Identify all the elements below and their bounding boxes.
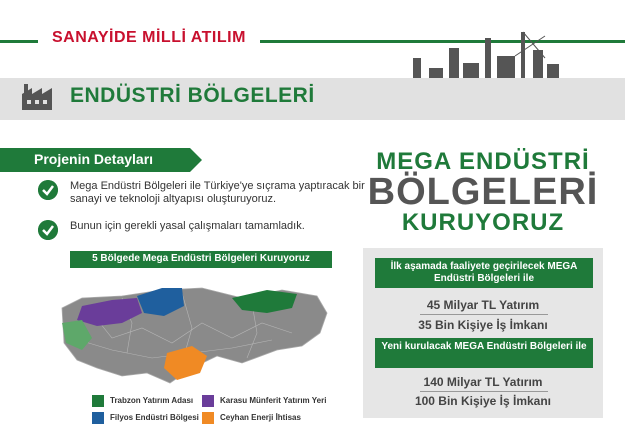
divider	[420, 391, 548, 392]
legend-swatch	[92, 395, 104, 407]
mega-title-line1: MEGA ENDÜSTRİ	[376, 148, 590, 175]
turkey-map	[52, 268, 332, 388]
mega-title-line3: KURUYORUZ	[401, 209, 565, 236]
legend-label: Trabzon Yatırım Adası	[110, 396, 194, 405]
stat-investment-2: 140 Milyar TL Yatırım	[423, 375, 543, 389]
check-icon	[38, 180, 58, 200]
bullet-text: Bunun için gerekli yasal çalışmaları tamamladık.	[70, 220, 305, 232]
stat-investment-1: 45 Milyar TL Yatırım	[426, 298, 540, 312]
legend-swatch	[202, 395, 214, 407]
stats-bar-first-phase: İlk aşamada faaliyete geçirilecek MEGA Endüstri Bölgeleri ile	[375, 258, 593, 288]
divider	[420, 314, 548, 315]
stats-bar-new: Yeni kurulacak MEGA Endüstri Bölgeleri ile	[375, 338, 593, 368]
stat-jobs-1: 35 Bin Kişiye İş İmkanı	[418, 318, 548, 332]
factory-icon	[22, 80, 56, 110]
legend-swatch	[92, 412, 104, 424]
legend-label: Karasu Münferit Yatırım Yeri	[220, 396, 327, 405]
section-title: ENDÜSTRİ BÖLGELERİ	[70, 84, 315, 107]
legend-label: Ceyhan Enerji İhtisas	[220, 413, 301, 422]
mega-title-line2: BÖLGELERİ	[367, 171, 599, 213]
legend-swatch	[202, 412, 214, 424]
legend-label: Filyos Endüstri Bölgesi	[110, 413, 199, 422]
project-details-tab: Projenin Detayları	[0, 148, 190, 172]
bullet-text: Mega Endüstri Bölgeleri ile Türkiye'ye sıçrama yaptıracak bir sanayi ve teknoloji altyapısı oluşturuyoruz.	[70, 180, 365, 205]
map-title-bar: 5 Bölgede Mega Endüstri Bölgeleri Kuruyoruz	[70, 251, 332, 268]
check-icon	[38, 220, 58, 240]
header-title: SANAYİDE MİLLİ ATILIM	[38, 29, 260, 47]
stat-jobs-2: 100 Bin Kişiye İş İmkanı	[414, 394, 552, 408]
